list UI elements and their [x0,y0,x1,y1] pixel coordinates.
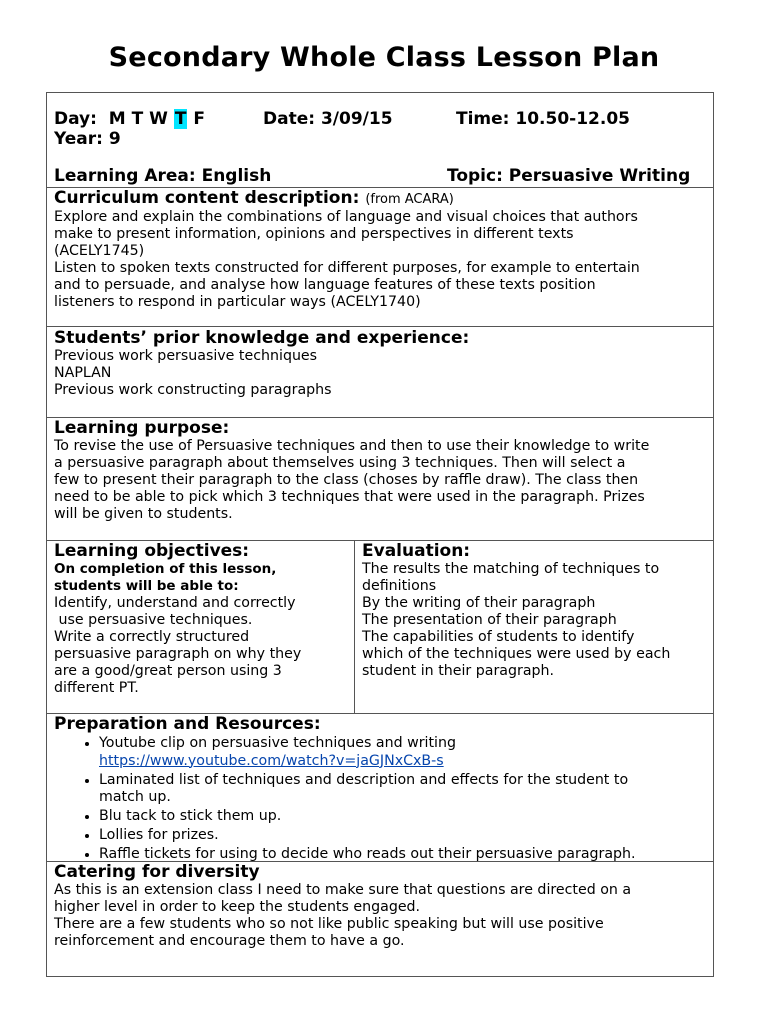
days-before: M T W [108,109,168,129]
diversity-line: As this is an extension class I need to make sure that questions are directed on a [54,882,632,898]
objective-line: are a good/great person using 3 [54,663,282,679]
diversity-heading: Catering for diversity [54,862,260,882]
page-title: Secondary Whole Class Lesson Plan [108,42,660,73]
curriculum-line: (ACELY1745) [54,243,145,259]
curriculum-line: and to persuade, and analyse how language features of these texts position [54,277,596,293]
evaluation-line: The results the matching of techniques to [362,561,660,577]
curriculum-line: listeners to respond in particular ways (ACELY1740) [54,294,421,310]
evaluation-line: student in their paragraph. [362,663,555,679]
learning-area-field: Learning Area: English [54,166,272,186]
evaluation-heading: Evaluation: [362,541,471,561]
year-field: Year: 9 [54,129,121,149]
objective-line: persuasive paragraph on why they [54,646,302,662]
lesson-plan-table [46,92,714,977]
prior-knowledge-line: Previous work constructing paragraphs [54,382,332,398]
date-field: Date: 3/09/15 [263,109,393,129]
day-field [54,109,205,129]
learning-purpose-line: To revise the use of Persuasive techniques and then to use their knowledge to write [54,438,650,454]
resource-item: • Lollies for prizes. [99,827,706,845]
resource-item-text: Youtube clip on persuasive techniques and writing [99,735,456,751]
diversity-line: There are a few students who so not like public speaking but will use positive [54,916,604,932]
curriculum-source: (from ACARA) [365,192,454,207]
objective-line: Write a correctly structured [54,629,250,645]
resource-item [99,735,706,770]
resource-item: • Raffle tickets for using to decide who reads out their persuasive paragraph. [99,846,706,864]
resources-section [47,713,713,861]
curriculum-heading-text: Curriculum content description: [54,188,360,208]
learning-purpose-section [47,417,713,540]
curriculum-line: Listen to spoken texts constructed for different purposes, for example to entertain [54,260,640,276]
learning-purpose-heading: Learning purpose: [54,418,230,438]
objectives-column [47,541,355,713]
evaluation-line: definitions [362,578,437,594]
learning-purpose-line: need to be able to pick which 3 techniques that were used in the paragraph. Prizes [54,489,645,505]
curriculum-section [47,187,713,326]
days-after: F [193,109,205,129]
resource-item [99,772,706,807]
diversity-line: higher level in order to keep the students engaged. [54,899,421,915]
objective-line: Identify, understand and correctly [54,595,296,611]
time-field: Time: 10.50-12.05 [456,109,630,129]
objectives-evaluation-section [47,540,713,713]
prior-knowledge-section [47,326,713,417]
objective-line: use persuasive techniques. [54,612,253,628]
resource-item-text: Laminated list of techniques and description and effects for the student to [99,771,629,788]
header-section [47,93,713,187]
learning-purpose-line: will be given to students. [54,506,233,522]
evaluation-line: By the writing of their paragraph [362,595,596,611]
objectives-intro: students will be able to: [54,578,239,594]
objective-line: different PT. [54,680,139,696]
prior-knowledge-line: NAPLAN [54,365,112,381]
objectives-heading: Learning objectives: [54,541,250,561]
day-label: Day: [54,109,97,129]
youtube-link[interactable]: https://www.youtube.com/watch?v=jaGJNxCxB-s [99,752,444,769]
curriculum-line: Explore and explain the combinations of language and visual choices that authors [54,209,638,225]
curriculum-line: make to present information, opinions and perspectives in different texts [54,226,574,242]
evaluation-line: which of the techniques were used by each [362,646,671,662]
objectives-intro: On completion of this lesson, [54,561,277,577]
evaluation-line: The presentation of their paragraph [362,612,617,628]
topic-field: Topic: Persuasive Writing [447,166,691,186]
learning-purpose-line: a persuasive paragraph about themselves using 3 techniques. Then will select a [54,455,626,471]
curriculum-heading [54,189,706,209]
learning-purpose-line: few to present their paragraph to the class (choses by raffle draw). The class then [54,472,639,488]
prior-knowledge-line: Previous work persuasive techniques [54,348,318,364]
resource-item-text: match up. [99,789,171,805]
diversity-section [47,861,713,976]
resources-heading: Preparation and Resources: [54,714,321,734]
resources-list [54,735,706,864]
evaluation-line: The capabilities of students to identify [362,629,635,645]
diversity-line: reinforcement and encourage them to have a go. [54,933,405,949]
resource-item: • Blu tack to stick them up. [99,808,706,826]
evaluation-column [355,541,713,713]
prior-knowledge-heading: Students’ prior knowledge and experience: [54,328,470,348]
highlighted-day: T [174,109,187,129]
